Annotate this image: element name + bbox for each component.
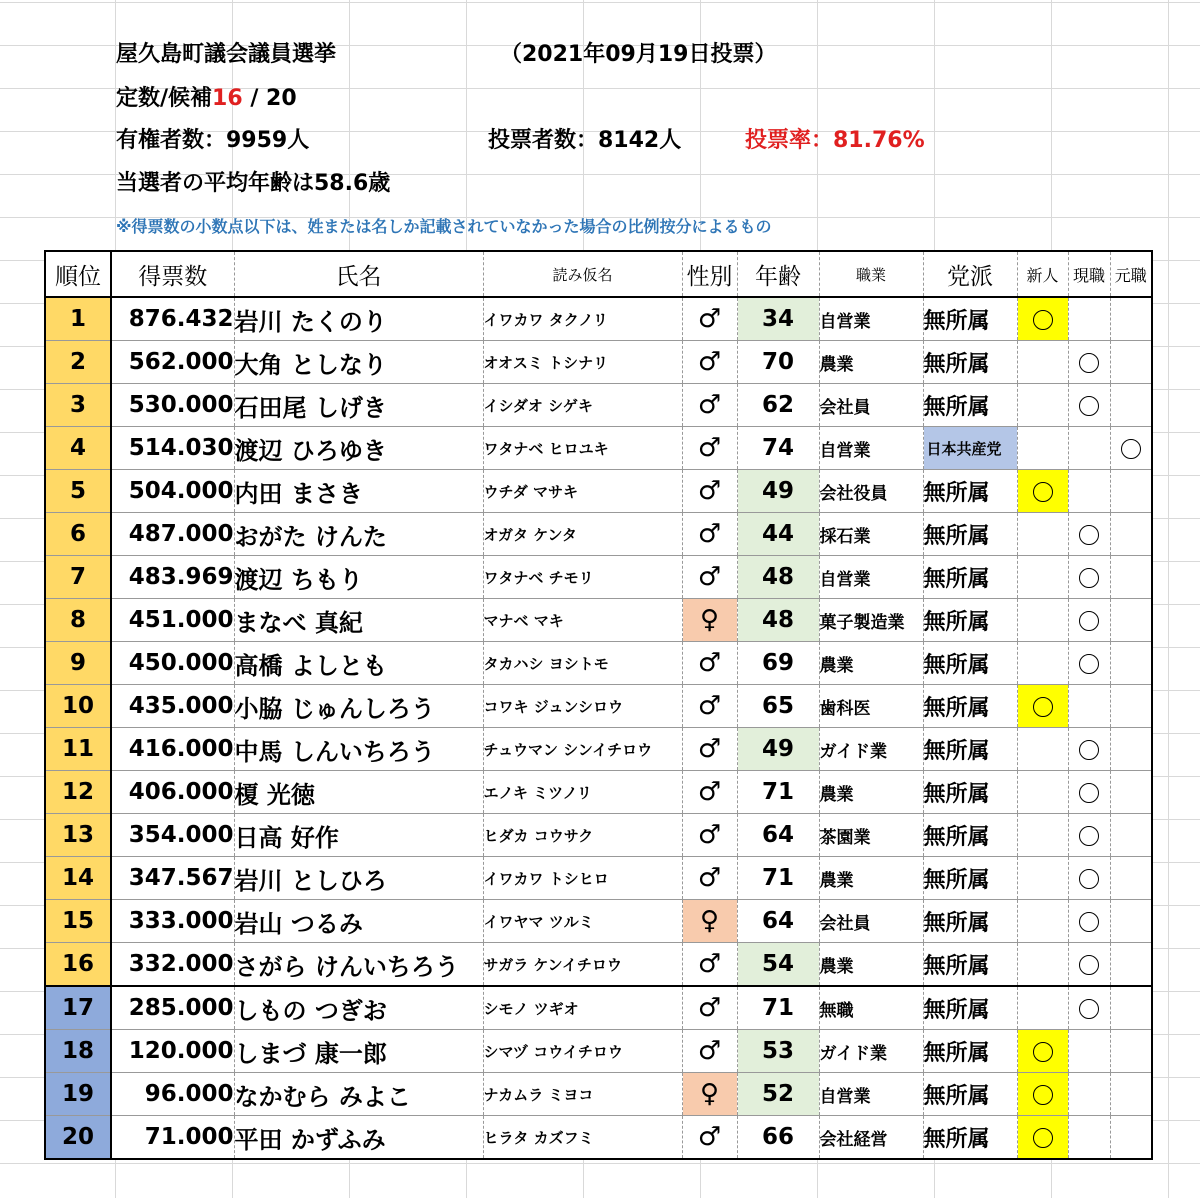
status-former-cell [1110,513,1152,556]
kana-cell: オガタ ケンタ [483,513,682,556]
circle-mark-icon [1079,396,1099,416]
status-former-cell [1110,642,1152,685]
party-cell: 日本共産党 [923,427,1017,470]
circle-mark-icon [1079,353,1099,373]
status-new-cell [1017,900,1068,943]
name-cell: 榎 光徳 [234,771,483,814]
rank-cell: 19 [45,1073,111,1116]
sex-cell: ♂ [682,556,737,599]
party-cell: 無所属 [923,771,1017,814]
circle-mark-icon [1079,955,1099,975]
circle-mark-icon [1079,611,1099,631]
status-incumbent-cell [1068,986,1110,1030]
party-cell: 無所属 [923,642,1017,685]
status-former-cell [1110,1073,1152,1116]
status-new-cell [1017,1030,1068,1073]
seats-count: 16 [212,86,243,111]
sex-cell: ♂ [682,943,737,987]
name-cell: 平田 かずふみ [234,1116,483,1160]
kana-cell: チュウマン シンイチロウ [483,728,682,771]
age-cell: 65 [737,685,819,728]
table-row [45,470,1152,513]
circle-mark-icon [1079,568,1099,588]
status-new-cell [1017,599,1068,642]
party-cell: 無所属 [923,986,1017,1030]
circle-mark-icon [1033,697,1053,717]
job-cell: 自営業 [819,556,923,599]
name-cell: なかむら みよこ [234,1073,483,1116]
name-cell: 渡辺 ちもり [234,556,483,599]
party-cell: 無所属 [923,728,1017,771]
party-cell: 無所属 [923,341,1017,384]
job-cell: 菓子製造業 [819,599,923,642]
status-new-cell [1017,341,1068,384]
status-former-cell [1110,1030,1152,1073]
sex-cell: ♂ [682,1116,737,1160]
kana-cell: ウチダ マサキ [483,470,682,513]
status-former-cell [1110,728,1152,771]
rank-cell: 14 [45,857,111,900]
rank-cell: 12 [45,771,111,814]
status-incumbent-cell [1068,1073,1110,1116]
table-row [45,1116,1152,1160]
party-cell: 無所属 [923,1073,1017,1116]
sex-cell: ♂ [682,857,737,900]
sex-cell: ♂ [682,341,737,384]
kana-cell: イシダオ シゲキ [483,384,682,427]
status-new-cell [1017,986,1068,1030]
status-incumbent-cell [1068,1030,1110,1073]
job-cell: 自営業 [819,1073,923,1116]
rank-cell: 1 [45,297,111,341]
job-cell: 歯科医 [819,685,923,728]
status-former-cell [1110,1116,1152,1160]
party-cell: 無所属 [923,556,1017,599]
col-header-age: 年齢 [737,251,819,297]
job-cell: 農業 [819,857,923,900]
party-cell: 無所属 [923,685,1017,728]
sex-cell: ♂ [682,513,737,556]
job-cell: 自営業 [819,427,923,470]
name-cell: しもの つぎお [234,986,483,1030]
job-cell: 茶園業 [819,814,923,857]
age-cell: 69 [737,642,819,685]
party-cell: 無所属 [923,513,1017,556]
kana-cell: サガラ ケンイチロウ [483,943,682,987]
circle-mark-icon [1079,999,1099,1019]
circle-mark-icon [1079,525,1099,545]
age-cell: 70 [737,341,819,384]
age-cell: 48 [737,599,819,642]
rank-cell: 15 [45,900,111,943]
status-new-cell [1017,857,1068,900]
status-incumbent-cell [1068,900,1110,943]
table-row [45,728,1152,771]
party-cell: 無所属 [923,857,1017,900]
sex-cell: ♂ [682,427,737,470]
status-incumbent-cell [1068,556,1110,599]
rank-cell: 2 [45,341,111,384]
name-cell: 小脇 じゅんしろう [234,685,483,728]
rank-cell: 4 [45,427,111,470]
status-former-cell [1110,341,1152,384]
table-row [45,771,1152,814]
sex-cell: ♂ [682,814,737,857]
circle-mark-icon [1033,482,1053,502]
status-incumbent-cell [1068,513,1110,556]
col-header-name: 氏名 [234,251,483,297]
table-row [45,599,1152,642]
circle-mark-icon [1079,869,1099,889]
circle-mark-icon [1079,826,1099,846]
table-row [45,513,1152,556]
status-new-cell [1017,771,1068,814]
status-new-cell [1017,642,1068,685]
col-header-former: 元職 [1110,251,1152,297]
kana-cell: シモノ ツギオ [483,986,682,1030]
sex-cell: ♀ [682,1073,737,1116]
party-cell: 無所属 [923,1030,1017,1073]
age-cell: 66 [737,1116,819,1160]
sex-cell: ♂ [682,470,737,513]
job-cell: 採石業 [819,513,923,556]
age-cell: 71 [737,857,819,900]
votes-cell: 876.432 [111,297,234,341]
voters-count: 投票者数：8142人 [488,128,682,153]
sex-cell: ♂ [682,771,737,814]
status-new-cell [1017,1116,1068,1160]
kana-cell: イワヤマ ツルミ [483,900,682,943]
status-incumbent-cell [1068,341,1110,384]
name-cell: 大角 としなり [234,341,483,384]
votes-cell: 96.000 [111,1073,234,1116]
votes-cell: 504.000 [111,470,234,513]
status-former-cell [1110,685,1152,728]
age-cell: 74 [737,427,819,470]
status-former-cell [1110,857,1152,900]
col-header-rank: 順位 [45,251,111,297]
status-new-cell [1017,297,1068,341]
table-row [45,642,1152,685]
rank-cell: 6 [45,513,111,556]
rank-cell: 11 [45,728,111,771]
votes-cell: 483.969 [111,556,234,599]
rank-cell: 18 [45,1030,111,1073]
age-cell: 54 [737,943,819,987]
average-age: 当選者の平均年齢は58.6歳 [116,171,391,196]
seats-separator: / [242,86,267,111]
status-new-cell [1017,685,1068,728]
job-cell: 自営業 [819,297,923,341]
votes-cell: 530.000 [111,384,234,427]
job-cell: ガイド業 [819,1030,923,1073]
electorate-count: 有権者数：9959人 [116,128,310,153]
status-former-cell [1110,556,1152,599]
name-cell: 中馬 しんいちろう [234,728,483,771]
status-incumbent-cell [1068,857,1110,900]
status-former-cell [1110,384,1152,427]
status-incumbent-cell [1068,384,1110,427]
col-header-sex: 性別 [682,251,737,297]
age-cell: 53 [737,1030,819,1073]
status-incumbent-cell [1068,599,1110,642]
status-former-cell [1110,427,1152,470]
table-row [45,556,1152,599]
table-row [45,1073,1152,1116]
rank-cell: 9 [45,642,111,685]
rank-cell: 7 [45,556,111,599]
age-cell: 62 [737,384,819,427]
col-header-votes: 得票数 [111,251,234,297]
age-cell: 71 [737,986,819,1030]
status-former-cell [1110,986,1152,1030]
status-new-cell [1017,728,1068,771]
kana-cell: ヒラタ カズフミ [483,1116,682,1160]
table-row [45,427,1152,470]
kana-cell: マナベ マキ [483,599,682,642]
votes-cell: 71.000 [111,1116,234,1160]
status-new-cell [1017,556,1068,599]
name-cell: おがた けんた [234,513,483,556]
col-header-kana: 読み仮名 [483,251,682,297]
table-row [45,857,1152,900]
kana-cell: タカハシ ヨシトモ [483,642,682,685]
votes-cell: 416.000 [111,728,234,771]
status-former-cell [1110,900,1152,943]
rank-cell: 20 [45,1116,111,1160]
votes-cell: 406.000 [111,771,234,814]
status-new-cell [1017,1073,1068,1116]
job-cell: 会社役員 [819,470,923,513]
name-cell: 石田尾 しげき [234,384,483,427]
status-incumbent-cell [1068,728,1110,771]
election-date: （2021年09月19日投票） [500,42,777,67]
votes-cell: 451.000 [111,599,234,642]
turnout-rate: 投票率：81.76% [745,128,925,153]
status-former-cell [1110,943,1152,987]
job-cell: 会社員 [819,900,923,943]
status-incumbent-cell [1068,427,1110,470]
circle-mark-icon [1079,740,1099,760]
rank-cell: 16 [45,943,111,987]
votes-cell: 285.000 [111,986,234,1030]
name-cell: 岩川 としひろ [234,857,483,900]
name-cell: 岩川 たくのり [234,297,483,341]
rank-cell: 13 [45,814,111,857]
table-row [45,943,1152,987]
footnote: ※得票数の小数点以下は、姓または名しか記載されていなかった場合の比例按分によるもの [116,217,772,236]
sex-cell: ♂ [682,642,737,685]
party-cell: 無所属 [923,943,1017,987]
sex-cell: ♀ [682,900,737,943]
name-cell: 岩山 つるみ [234,900,483,943]
sex-cell: ♂ [682,685,737,728]
name-cell: 渡辺 ひろゆき [234,427,483,470]
sex-cell: ♂ [682,297,737,341]
age-cell: 71 [737,771,819,814]
status-new-cell [1017,943,1068,987]
votes-cell: 514.030 [111,427,234,470]
kana-cell: シマヅ コウイチロウ [483,1030,682,1073]
circle-mark-icon [1079,912,1099,932]
status-former-cell [1110,814,1152,857]
party-cell: 無所属 [923,384,1017,427]
status-incumbent-cell [1068,297,1110,341]
party-cell: 無所属 [923,297,1017,341]
votes-cell: 562.000 [111,341,234,384]
job-cell: 会社経営 [819,1116,923,1160]
job-cell: 無職 [819,986,923,1030]
circle-mark-icon [1033,1042,1053,1062]
results-table [44,250,1153,1160]
votes-cell: 332.000 [111,943,234,987]
party-cell: 無所属 [923,900,1017,943]
age-cell: 48 [737,556,819,599]
circle-mark-icon [1121,439,1141,459]
kana-cell: ワタナベ ヒロユキ [483,427,682,470]
votes-cell: 354.000 [111,814,234,857]
table-row [45,986,1152,1030]
table-row [45,1030,1152,1073]
table-row [45,685,1152,728]
status-former-cell [1110,771,1152,814]
status-former-cell [1110,470,1152,513]
seats-label: 定数/候補 [116,86,213,111]
age-cell: 44 [737,513,819,556]
circle-mark-icon [1033,1085,1053,1105]
party-cell: 無所属 [923,814,1017,857]
rank-cell: 8 [45,599,111,642]
party-cell: 無所属 [923,470,1017,513]
age-cell: 34 [737,297,819,341]
election-title: 屋久島町議会議員選挙 [116,42,337,67]
name-cell: 高橋 よしとも [234,642,483,685]
age-cell: 64 [737,900,819,943]
job-cell: 農業 [819,771,923,814]
col-header-new: 新人 [1017,251,1068,297]
status-incumbent-cell [1068,642,1110,685]
kana-cell: イワカワ トシヒロ [483,857,682,900]
votes-cell: 120.000 [111,1030,234,1073]
rank-cell: 5 [45,470,111,513]
table-header-row [45,251,1152,297]
job-cell: 農業 [819,642,923,685]
status-former-cell [1110,599,1152,642]
party-cell: 無所属 [923,599,1017,642]
col-header-party: 党派 [923,251,1017,297]
votes-cell: 487.000 [111,513,234,556]
table-row [45,297,1152,341]
age-cell: 64 [737,814,819,857]
kana-cell: コワキ ジュンシロウ [483,685,682,728]
name-cell: さがら けんいちろう [234,943,483,987]
circle-mark-icon [1079,654,1099,674]
candidates-count: 20 [266,86,297,111]
status-new-cell [1017,470,1068,513]
kana-cell: ヒダカ コウサク [483,814,682,857]
sex-cell: ♂ [682,986,737,1030]
circle-mark-icon [1033,1128,1053,1148]
votes-cell: 435.000 [111,685,234,728]
status-incumbent-cell [1068,814,1110,857]
table-row [45,814,1152,857]
table-row [45,900,1152,943]
votes-cell: 333.000 [111,900,234,943]
rank-cell: 10 [45,685,111,728]
votes-cell: 347.567 [111,857,234,900]
circle-mark-icon [1079,783,1099,803]
job-cell: 農業 [819,943,923,987]
age-cell: 49 [737,470,819,513]
table-body [45,297,1152,1159]
party-cell: 無所属 [923,1116,1017,1160]
sex-cell: ♀ [682,599,737,642]
job-cell: 会社員 [819,384,923,427]
age-cell: 52 [737,1073,819,1116]
col-header-incumbent: 現職 [1068,251,1110,297]
kana-cell: ナカムラ ミヨコ [483,1073,682,1116]
age-cell: 49 [737,728,819,771]
rank-cell: 3 [45,384,111,427]
job-cell: 農業 [819,341,923,384]
rank-cell: 17 [45,986,111,1030]
kana-cell: エノキ ミツノリ [483,771,682,814]
status-incumbent-cell [1068,1116,1110,1160]
kana-cell: イワカワ タクノリ [483,297,682,341]
status-former-cell [1110,297,1152,341]
name-cell: まなべ 真紀 [234,599,483,642]
kana-cell: ワタナベ チモリ [483,556,682,599]
status-new-cell [1017,427,1068,470]
status-new-cell [1017,814,1068,857]
status-incumbent-cell [1068,470,1110,513]
kana-cell: オオスミ トシナリ [483,341,682,384]
job-cell: ガイド業 [819,728,923,771]
status-new-cell [1017,384,1068,427]
votes-cell: 450.000 [111,642,234,685]
sex-cell: ♂ [682,384,737,427]
circle-mark-icon [1033,310,1053,330]
status-incumbent-cell [1068,771,1110,814]
sex-cell: ♂ [682,728,737,771]
name-cell: 日高 好作 [234,814,483,857]
table-row [45,384,1152,427]
table-row [45,341,1152,384]
name-cell: しまづ 康一郎 [234,1030,483,1073]
status-incumbent-cell [1068,943,1110,987]
status-incumbent-cell [1068,685,1110,728]
name-cell: 内田 まさき [234,470,483,513]
sex-cell: ♂ [682,1030,737,1073]
seats-info [116,84,297,114]
status-new-cell [1017,513,1068,556]
col-header-job: 職業 [819,251,923,297]
